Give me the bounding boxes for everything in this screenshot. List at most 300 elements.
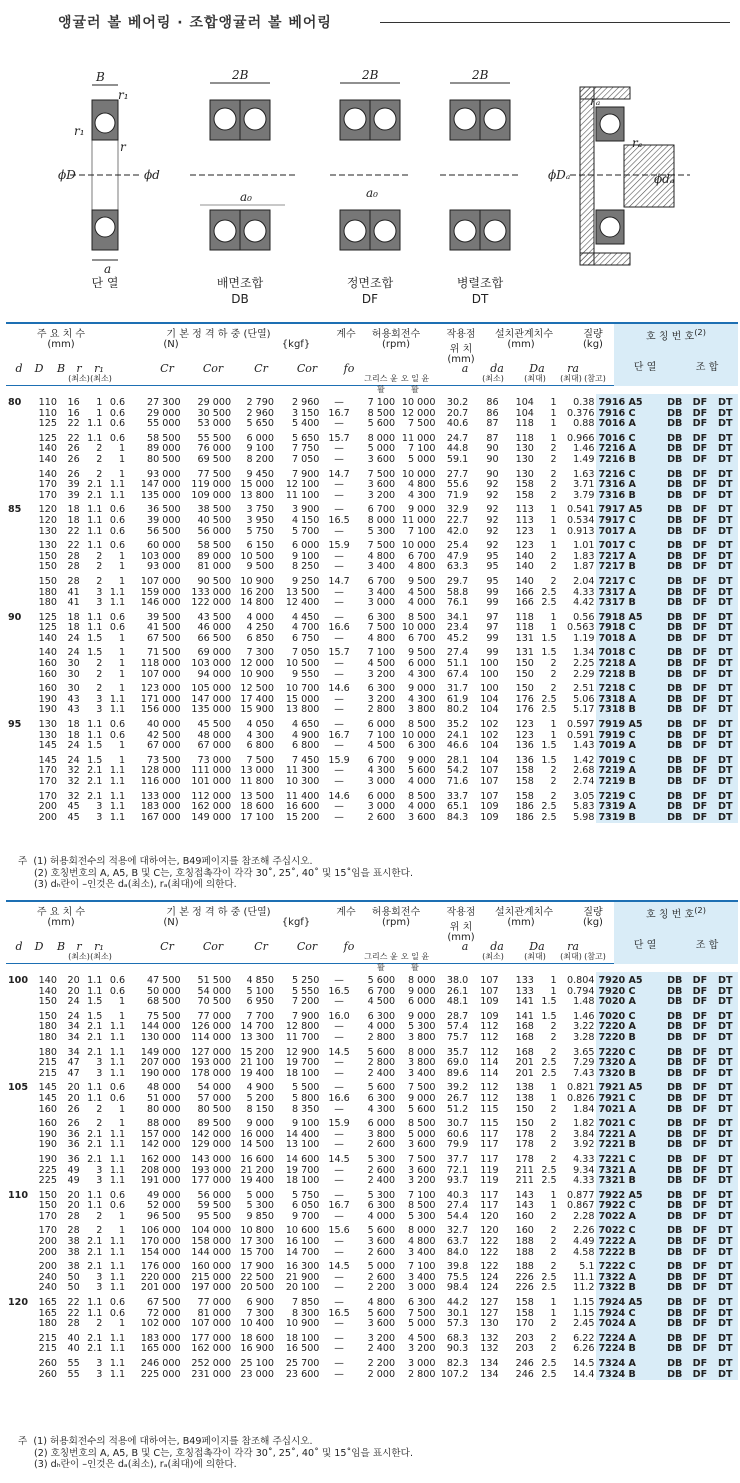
cell: 15 000	[285, 693, 320, 705]
cell-d	[6, 1033, 34, 1044]
cell: 40	[67, 1332, 80, 1344]
cell: 10 900	[240, 668, 274, 680]
cell: 140	[515, 575, 534, 587]
cell: 4.58	[573, 1246, 595, 1258]
table-row	[6, 1355, 738, 1370]
cell-db: DB	[662, 409, 687, 420]
cell: 1.1	[87, 611, 103, 623]
cell-dt: DT	[713, 997, 738, 1008]
cell: 48 000	[197, 729, 232, 741]
cell: 8 200	[246, 453, 274, 465]
cell: 1	[118, 632, 126, 644]
cell: 63.3	[446, 561, 469, 573]
cell: 113	[515, 514, 534, 526]
cell-db: DB	[662, 1166, 687, 1177]
cell: 120	[480, 1225, 499, 1237]
cell: 1.1	[87, 985, 103, 997]
cell: 170	[38, 765, 57, 777]
cell: 5 800	[291, 1092, 320, 1104]
cell: 1	[550, 1082, 557, 1094]
cell: 8 500	[408, 611, 436, 623]
cell-d	[6, 419, 34, 430]
cell: 2.28	[573, 1210, 595, 1222]
cell: 2	[96, 668, 103, 680]
cell-dt: DT	[713, 1105, 738, 1116]
cell: 178	[515, 1128, 534, 1140]
cell: 56 500	[147, 525, 181, 537]
cell-dt: DT	[713, 1130, 738, 1141]
cell: 1.34	[573, 647, 595, 659]
cell: 150	[515, 1103, 534, 1115]
cell: 120	[38, 504, 57, 516]
cell-code: 7321 A	[596, 1166, 662, 1177]
table-row	[6, 501, 738, 516]
cell: 5 600	[408, 765, 436, 777]
cell: 14 500	[240, 1139, 274, 1151]
cell: 47	[67, 1067, 80, 1079]
cell-df: DF	[687, 766, 712, 777]
hdr-sub-6: 그리스 윤 활	[364, 952, 398, 972]
table-row	[6, 972, 738, 987]
cell: 1.1	[109, 704, 126, 716]
cell: 130	[38, 525, 57, 537]
cell: 51 000	[147, 1092, 181, 1104]
cell: 138	[515, 1092, 534, 1104]
hdr-mount: 설치관계치수	[495, 329, 553, 340]
cell: 2 800	[367, 704, 396, 716]
cell: 193 000	[191, 1164, 232, 1176]
table-row	[6, 430, 738, 445]
cell: 112	[480, 1021, 499, 1033]
cell-dt: DT	[713, 644, 738, 659]
cell: 122	[480, 1261, 499, 1273]
cell: 130	[38, 540, 57, 552]
cell-db: DB	[662, 1105, 687, 1116]
table-row	[6, 598, 738, 609]
cell: 12 500	[240, 683, 274, 695]
cell: 2 400	[367, 1343, 396, 1355]
cell: 2.45	[573, 1318, 595, 1330]
cell: 3	[96, 704, 103, 716]
cell: 9 500	[408, 647, 436, 659]
table-row	[6, 1330, 738, 1345]
cell: 56 000	[197, 525, 232, 537]
cell: 57.3	[446, 1318, 469, 1330]
cell: 7 500	[367, 622, 396, 634]
cell: 124	[480, 1271, 499, 1283]
cell: 147 000	[191, 693, 232, 705]
table-row	[6, 1248, 738, 1259]
cell: 3.22	[573, 1021, 595, 1033]
cell: 176	[515, 704, 534, 716]
cell: 107	[480, 975, 499, 986]
cell: 15.7	[328, 432, 350, 444]
cell: 246 000	[140, 1358, 181, 1369]
hdr-N: (N)	[163, 917, 179, 928]
cell: 1.1	[87, 1092, 103, 1104]
hdr-speed: 허용회전수	[371, 907, 421, 918]
cell: 3.71	[573, 479, 595, 491]
table2	[6, 972, 738, 1380]
cell: 14.6	[328, 790, 350, 802]
cell-dt: DT	[713, 680, 738, 695]
cell-code: 7924 A5	[596, 1294, 662, 1309]
df-diagram	[330, 83, 410, 250]
cell-db: DB	[662, 1008, 687, 1023]
cell: 84.3	[446, 811, 469, 823]
cell: 38	[67, 1236, 80, 1248]
cell: 10 900	[285, 1318, 320, 1330]
cell: 5 650	[291, 432, 320, 444]
cell: 26.1	[446, 985, 469, 997]
cell: 2.5	[541, 1067, 557, 1079]
cell: 2	[550, 765, 557, 777]
cell-dt: DT	[713, 741, 738, 752]
cell: 3.05	[573, 790, 595, 802]
cell: 8 000	[408, 975, 436, 986]
cell: 84.0	[446, 1246, 469, 1258]
cell: 77 500	[197, 468, 232, 480]
cell: 4 150	[291, 514, 320, 526]
cell: 1.1	[87, 525, 103, 537]
cell: —	[334, 801, 344, 813]
cell: 11 100	[285, 489, 320, 501]
cell-db: DB	[662, 644, 687, 659]
cell: 86	[486, 397, 499, 408]
cell: 3 800	[367, 1128, 396, 1140]
cell: 135 000	[140, 489, 181, 501]
cell-d	[6, 1344, 34, 1355]
cell: 42.0	[446, 525, 469, 537]
cell: 82.3	[446, 1358, 469, 1369]
cell-db: DB	[662, 466, 687, 481]
cell: 30	[67, 668, 80, 680]
cell-code: 7224 A	[596, 1330, 662, 1345]
cell: 1.1	[109, 1067, 126, 1079]
table-row	[6, 788, 738, 803]
cell: 112 000	[191, 790, 232, 802]
hdr-load: 기 본 정 격 하 중 (단열)	[166, 907, 271, 918]
cell: 1.43	[573, 740, 595, 752]
cell: 114	[480, 1067, 499, 1079]
cell: 3.84	[573, 1128, 595, 1140]
cell-d	[6, 1273, 34, 1284]
cell: 5 600	[408, 1103, 436, 1115]
cell-d: 110	[8, 1189, 29, 1201]
cell: 190	[38, 1139, 57, 1151]
cell: —	[334, 1210, 344, 1222]
cell: 18	[67, 611, 80, 623]
cell: 5 000	[408, 1128, 436, 1140]
cell: 120	[38, 514, 57, 526]
cell-db: DB	[662, 659, 687, 670]
cell: 4 700	[291, 622, 320, 634]
cell-db: DB	[662, 997, 687, 1008]
cell-df: DF	[687, 1344, 712, 1355]
cell: 50 000	[147, 985, 181, 997]
table-row	[6, 634, 738, 645]
cell: 2.26	[573, 1225, 595, 1237]
cell-db: DB	[662, 1094, 687, 1105]
cell: 1	[118, 668, 126, 680]
cell: 226	[515, 1282, 534, 1294]
cell: 36	[67, 1128, 80, 1140]
cell: 141	[515, 1010, 534, 1022]
cell: 72.1	[446, 1164, 469, 1176]
dim-ra: rₐ	[632, 136, 643, 150]
cell: 16	[67, 407, 80, 419]
cell: 101 000	[191, 776, 232, 787]
dim-phiDa: ϕDₐ	[548, 168, 571, 182]
cell: 190 000	[140, 1067, 181, 1079]
cell: 40.3	[446, 1189, 469, 1201]
cell-code: 7222 B	[596, 1248, 662, 1259]
cell: —	[334, 1021, 344, 1033]
cell: 104	[480, 693, 499, 705]
cell-code: 7324 A	[596, 1355, 662, 1370]
cell: 6 000	[367, 1118, 396, 1130]
cell: 1.1	[109, 1261, 126, 1273]
cell-code: 7024 A	[596, 1319, 662, 1330]
hdr-sym-8: Cor	[296, 940, 318, 953]
cell: 118	[515, 432, 534, 444]
cell: 11 000	[401, 432, 436, 444]
hdr-sym-3: r	[76, 362, 82, 375]
cell-db: DB	[662, 716, 687, 731]
cell: 58 500	[147, 432, 181, 444]
cell: 9 000	[246, 1118, 274, 1130]
cell: 118 000	[140, 658, 181, 670]
cell-df: DF	[687, 1319, 712, 1330]
cell: 2.1	[87, 790, 103, 802]
cell: 3 200	[367, 668, 396, 680]
cell: 117	[480, 1153, 499, 1165]
cell: 29 000	[147, 407, 181, 419]
cell: 95 500	[197, 1210, 232, 1222]
cell: 2.5	[541, 1175, 557, 1187]
cell: 2.68	[573, 765, 595, 777]
table-row	[6, 1370, 738, 1381]
cell: 1	[550, 1307, 557, 1319]
cell: 67 500	[147, 632, 181, 644]
cell: 3 200	[408, 1175, 436, 1187]
cell: 1.5	[541, 996, 557, 1008]
cell: 186	[515, 801, 534, 813]
cell: 89 000	[147, 443, 181, 455]
cell: 3 200	[367, 489, 396, 501]
cell: 131	[515, 647, 534, 659]
cell: 112	[480, 1082, 499, 1094]
cell: 158 000	[191, 1236, 232, 1248]
cell-db: DB	[662, 741, 687, 752]
hdr-speed: 허용회전수	[371, 329, 421, 340]
cell: 27.4	[446, 1200, 469, 1212]
cell: 1.19	[573, 632, 595, 644]
hdr-kgf: {kgf}	[281, 339, 311, 350]
cell: 68.3	[446, 1332, 469, 1344]
cell-code: 7017 C	[596, 537, 662, 552]
cell: 1	[550, 1297, 557, 1309]
cell-dt: DT	[713, 1094, 738, 1105]
cell: 102	[480, 729, 499, 741]
cell: 138	[515, 1082, 534, 1094]
cell: 167 000	[140, 811, 181, 823]
dim-phid: ϕd	[144, 168, 160, 182]
cell: 35.2	[446, 719, 469, 731]
cell: 225	[38, 1164, 57, 1176]
cell-db: DB	[662, 623, 687, 634]
hdr-sub-3: (최대)	[524, 952, 546, 961]
cell: 0.88	[573, 418, 595, 430]
cell-db: DB	[662, 1309, 687, 1320]
cell-code: 7019 A	[596, 741, 662, 752]
cell-d	[6, 1176, 34, 1187]
cell: —	[334, 1271, 344, 1283]
cell: 226	[515, 1271, 534, 1283]
table-row	[6, 997, 738, 1008]
cell: 130	[515, 468, 534, 480]
cell-df: DF	[687, 1166, 712, 1177]
cell-code: 7319 B	[596, 813, 662, 824]
cell-db: DB	[662, 1044, 687, 1059]
cell: 1	[550, 525, 557, 537]
cell: 71.9	[446, 489, 469, 501]
cell-db: DB	[662, 1022, 687, 1033]
cell-db: DB	[662, 573, 687, 588]
cell: 43	[67, 693, 80, 705]
cell: 2.1	[87, 1128, 103, 1140]
cell-code: 7222 C	[596, 1258, 662, 1273]
hdr-sym-12: Da	[529, 362, 545, 375]
cell: 13 800	[285, 704, 320, 716]
cell-d	[6, 573, 34, 588]
cell: 5.17	[573, 704, 595, 716]
cell: 1	[118, 740, 126, 752]
cell-dt: DT	[713, 609, 738, 624]
cell: 1.15	[573, 1297, 595, 1309]
table-row	[6, 1212, 738, 1223]
cell: 2.29	[573, 668, 595, 680]
cell-db: DB	[662, 1248, 687, 1259]
cell: 160	[38, 1103, 57, 1115]
cell: 166	[515, 586, 534, 598]
cell: 5 200	[246, 1092, 274, 1104]
cell-d	[6, 1140, 34, 1151]
cell: 14.7	[328, 468, 350, 480]
cell: 2 790	[246, 397, 274, 408]
cell: 190	[38, 704, 57, 716]
cell-code: 7021 C	[596, 1115, 662, 1130]
table-row	[6, 1033, 738, 1044]
cell: —	[334, 1358, 344, 1369]
table1-notes: 주 (1) 허용회전수의 적용에 대하여는, B49페이지를 참조해 주십시오. (2) 호칭번호의 A, A5, B 및 C는, 호칭접촉각이 각각 30˚, 25˚, 40˚ 및 15˚임을 표시한다. (3) dₕ란이 –인것은 dₐ(최소), rₐ(최대)에 의한다.	[18, 856, 413, 890]
cell: 18	[67, 729, 80, 741]
cell: 150	[38, 550, 57, 562]
cell: 5 750	[291, 1189, 320, 1201]
hdr-sym-4: r₁	[94, 362, 104, 375]
cell: 1.46	[573, 443, 595, 455]
cell: 7 500	[408, 1082, 436, 1094]
cell: 5.83	[573, 801, 595, 813]
cell: 26	[67, 468, 80, 480]
hdr-code: 호 칭 번 호$^{(2)}$ 단 열 조 합	[614, 902, 738, 964]
cell: 2.1	[87, 776, 103, 787]
cell: 2	[550, 1246, 557, 1258]
cell: 201	[515, 1057, 534, 1069]
cell: 80 000	[147, 1103, 181, 1115]
cell: 9 000	[408, 754, 436, 766]
cell: 39.2	[446, 1082, 469, 1094]
cell: 2	[550, 453, 557, 465]
cell: 46.6	[446, 740, 469, 752]
cell-code: 7324 B	[596, 1370, 662, 1381]
cell: 42 500	[147, 729, 181, 741]
cell: 0.6	[109, 432, 126, 444]
cell-df: DF	[687, 552, 712, 563]
cell: 2.1	[87, 489, 103, 501]
cell: 133	[515, 975, 534, 986]
table-row	[6, 741, 738, 752]
cell: 37.7	[446, 1153, 469, 1165]
label-single: 단 열	[91, 276, 119, 290]
cell: 5 400	[291, 418, 320, 430]
cell: 6 000	[408, 658, 436, 670]
cell: 53 000	[197, 418, 232, 430]
cell: 191 000	[140, 1175, 181, 1187]
cell: 4.33	[573, 1153, 595, 1165]
cell: 165	[38, 1297, 57, 1309]
cell: 0.6	[109, 985, 126, 997]
cell-df: DF	[687, 680, 712, 695]
cell: 112	[480, 1092, 499, 1104]
cell: 107	[480, 790, 499, 802]
cell: 3 800	[408, 1057, 436, 1069]
cell: 2	[550, 1031, 557, 1043]
cell: 165 000	[140, 1343, 181, 1355]
cell: —	[334, 561, 344, 573]
cell: 115	[480, 1118, 499, 1130]
cell-d	[6, 1248, 34, 1259]
hdr-factor: 계수	[336, 907, 356, 918]
cell: 2.5	[541, 704, 557, 716]
cell: 38	[67, 1246, 80, 1258]
cell: 2	[550, 1139, 557, 1151]
cell-code: 7021 A	[596, 1105, 662, 1116]
cell: 55	[67, 1358, 80, 1369]
cell-code: 7221 C	[596, 1151, 662, 1166]
cell: 22 500	[240, 1271, 274, 1283]
cell: 14.6	[328, 683, 350, 695]
cell: 29.7	[446, 575, 469, 587]
cell: 99	[486, 597, 499, 609]
cell: 176	[515, 693, 534, 705]
cell: 127 000	[191, 1046, 232, 1058]
table-row	[6, 1140, 738, 1151]
cell: 10 000	[401, 540, 436, 552]
cell: 55	[67, 1368, 80, 1380]
cell: 4 450	[291, 611, 320, 623]
cell: 20 500	[240, 1282, 274, 1294]
cell: 166	[515, 597, 534, 609]
cell-dt: DT	[713, 1187, 738, 1202]
cell-d	[6, 1166, 34, 1177]
cell: 51 500	[197, 975, 232, 986]
cell: 32	[67, 790, 80, 802]
cell: 1	[550, 1189, 557, 1201]
cell: 3.65	[573, 1046, 595, 1058]
cell: 6 050	[291, 1200, 320, 1212]
table-row	[6, 716, 738, 731]
